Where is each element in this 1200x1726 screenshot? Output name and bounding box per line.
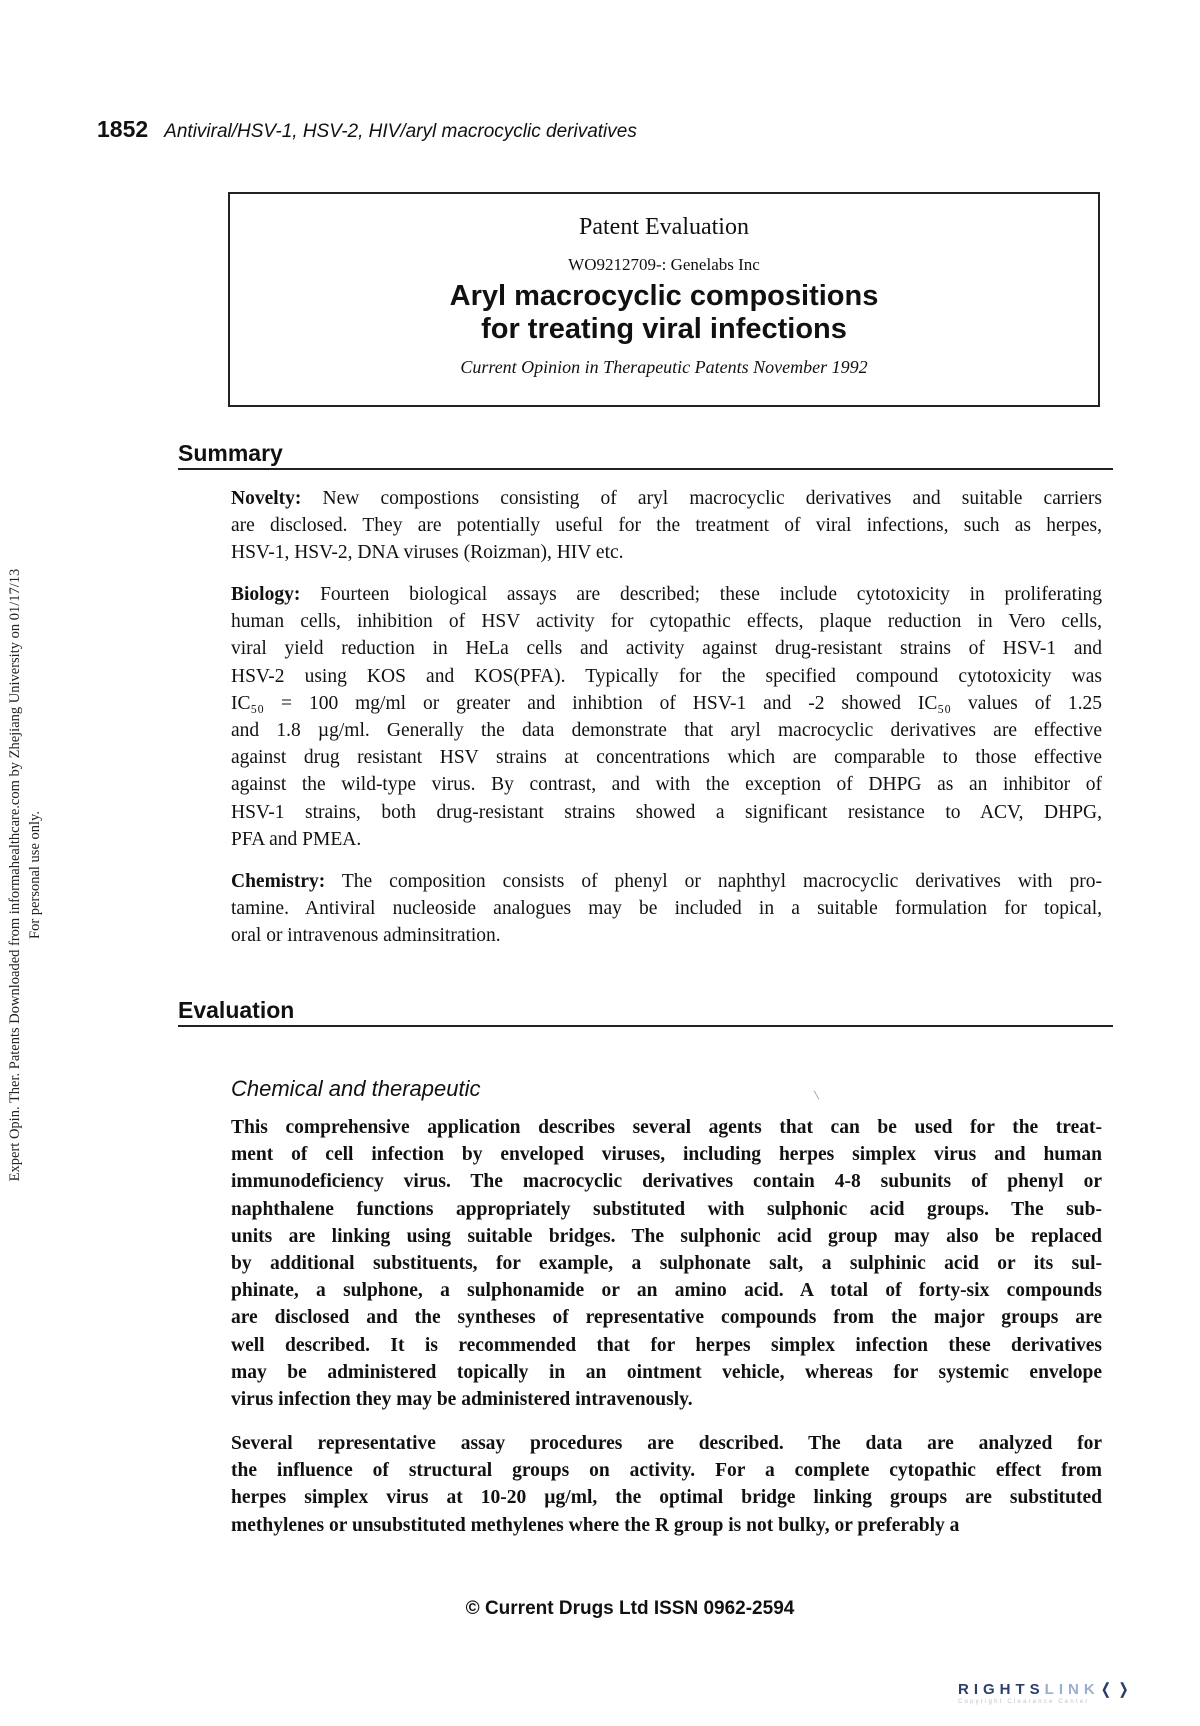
text-line: Several representative assay procedures are described. The data are analyzed for [231,1433,1102,1454]
text-line: and 1.8 µg/ml. Generally the data demonstrate that aryl macrocyclic derivatives are effective [231,720,1102,742]
chemical-therapeutic-subheading: Chemical and therapeutic [231,1076,481,1101]
biology-paragraph [231,581,1102,853]
text-line: units are linking using suitable bridges. The sulphonic acid group may also be replaced [231,1225,1102,1247]
text-line: may be administered topically in an ointment vehicle, whereas for systemic envelope [231,1361,1102,1383]
rightslink-brand-light: LINK [1044,1681,1100,1698]
rightslink-logo[interactable] [958,1680,1135,1705]
text-line: herpes simplex virus at 10-20 µg/ml, the optimal bridge linking groups are substituted [231,1487,1102,1509]
chemistry-paragraph [231,868,1102,950]
summary-heading: Summary [178,440,1113,470]
text-line [231,868,1102,895]
text-line: by additional substituents, for example, a sulphonate salt, a sulphinic acid or its sul- [231,1253,1102,1275]
evaluation-paragraph-2 [231,1430,1102,1539]
text-line: tamine. Antiviral nucleoside analogues may be included in a suitable formulation for topical, [231,898,1102,920]
box-kicker: Patent Evaluation [579,214,749,240]
text-line [231,581,1102,608]
paragraph-label: Novelty: [231,488,302,509]
text-line [231,485,1102,512]
page-number: 1852 [97,116,149,142]
text-line: against drug resistant HSV strains at concentrations which are comparable to those effective [231,747,1102,769]
download-notice-line1: Expert Opin. Ther. Patents Downloaded from informahealthcare.com by Zhejiang University on 01/17/13 [7,568,23,1182]
rightslink-brand-dark: RIGHTS [958,1681,1045,1698]
paragraph-text: New compostions consisting of aryl macrocyclic derivatives and suitable carriers [301,488,1102,509]
article-title-line2: for treating viral infections [481,313,847,345]
download-notice [5,515,45,1235]
text-line: oral or intravenous adminsitration. [231,925,501,947]
paragraph-label: Biology: [231,584,301,605]
text-line: HSV-1, HSV-2, DNA viruses (Roizman), HIV etc. [231,542,624,564]
text-line: IC₅₀ = 100 mg/ml or greater and inhibtion of HSV-1 and -2 showed IC₅₀ values of 1.25 [231,692,1102,714]
rightslink-arrow-icon: ❬❭ [1099,1681,1135,1698]
evaluation-heading: Evaluation [178,997,1113,1027]
patent-number: WO9212709-: Genelabs Inc [568,255,760,274]
running-header [97,116,637,143]
text-line: are disclosed and the syntheses of representative compounds from the major groups are [231,1307,1102,1329]
text-line: ment of cell infection by enveloped viruses, including herpes simplex virus and human [231,1144,1102,1166]
text-line: are disclosed. They are potentially useful for the treatment of viral infections, such as herpes, [231,515,1102,537]
text-line: the influence of structural groups on activity. For a complete cytopathic effect from [231,1460,1102,1482]
download-notice-line2: For personal use only. [27,811,43,939]
article-title-line1: Aryl macrocyclic compositions [449,280,879,312]
text-line: PFA and PMEA. [231,828,362,850]
paragraph-label: Chemistry: [231,871,326,892]
scan-speck [814,1090,820,1099]
text-line: naphthalene functions appropriately substituted with sulphonic acid groups. The sub- [231,1198,1102,1220]
text-line: viral yield reduction in HeLa cells and activity against drug-resistant strains of HSV-1 and [231,638,1102,660]
copyright-footer: © Current Drugs Ltd ISSN 0962-2594 [465,1598,795,1619]
text-line: immunodeficiency virus. The macrocyclic derivatives contain 4-8 subunits of phenyl or [231,1171,1102,1193]
text-line: methylenes or unsubstituted methylenes where the R group is not bulky, or preferably a [231,1514,960,1536]
text-line: phinate, a sulphone, a sulphonamide or an amino acid. A total of forty-six compounds [231,1280,1102,1302]
evaluation-paragraph-1 [231,1114,1102,1413]
journal-citation: Current Opinion in Therapeutic Patents November 1992 [460,357,868,377]
text-line: virus infection they may be administered intravenously. [231,1389,693,1411]
novelty-paragraph [231,485,1102,567]
running-title: Antiviral/HSV-1, HSV-2, HIV/aryl macrocyclic derivatives [164,121,637,142]
text-line: against the wild-type virus. By contrast, and with the exception of DHPG as an inhibitor of [231,774,1102,796]
text-line: human cells, inhibition of HSV activity for cytopathic effects, plaque reduction in Vero cells, [231,611,1102,633]
text-line: HSV-1 strains, both drug-resistant strains showed a significant resistance to ACV, DHPG, [231,801,1102,823]
text-line: HSV-2 using KOS and KOS(PFA). Typically for the specified compound cytotoxicity was [231,665,1102,687]
text-line: This comprehensive application describes several agents that can be used for the treat- [231,1117,1102,1138]
patent-title-box [228,192,1100,407]
paragraph-text: Fourteen biological assays are described; these include cytotoxicity in proliferating [300,584,1102,605]
rightslink-tagline: Copyright Clearance Center [958,1699,1090,1705]
paragraph-text: The composition consists of phenyl or naphthyl macrocyclic derivatives with pro- [325,871,1102,892]
text-line: well described. It is recommended that for herpes simplex infection these derivatives [231,1334,1102,1356]
